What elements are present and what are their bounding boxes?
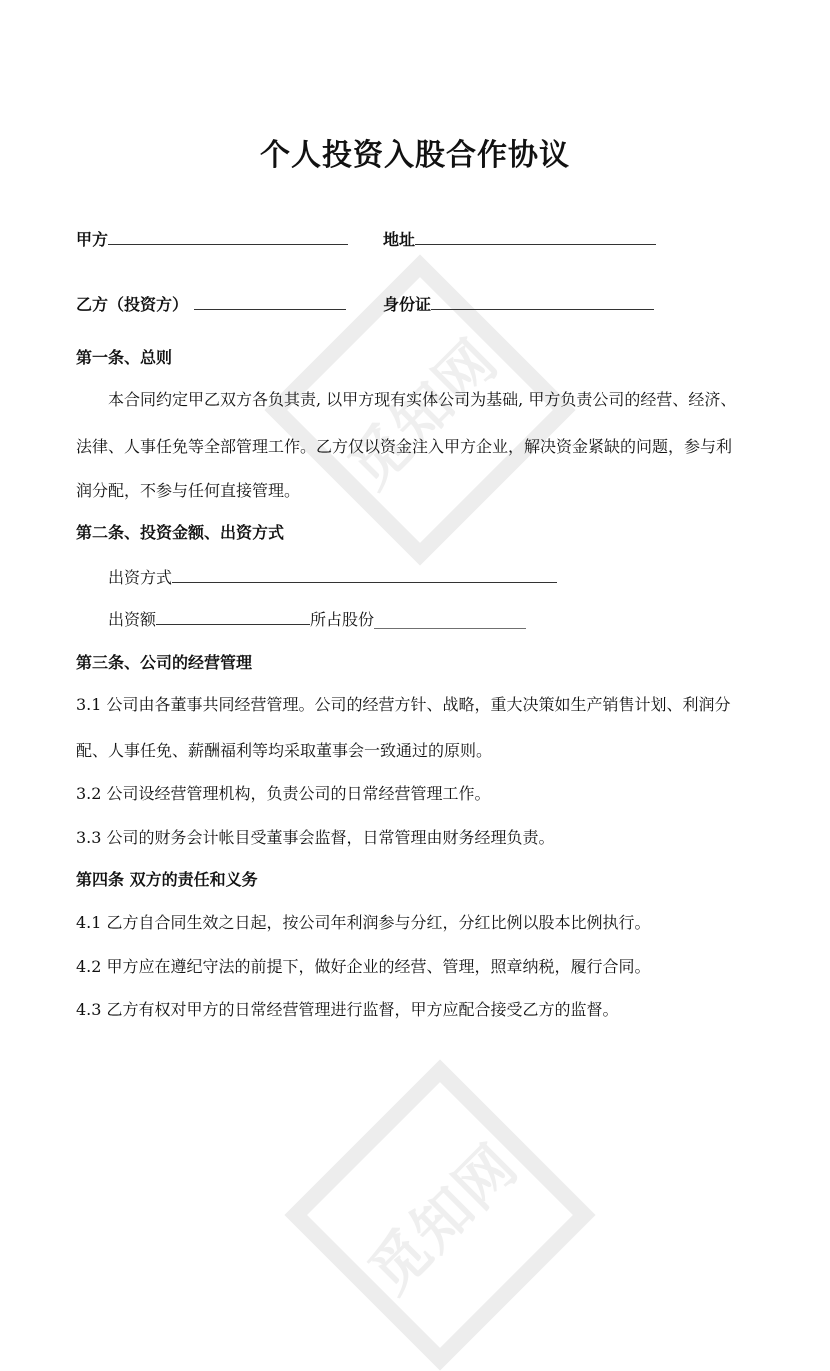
address-label: 地址: [383, 230, 416, 249]
section-1-heading: 第一条、总则: [76, 348, 173, 367]
investment-amount-blank[interactable]: [156, 609, 310, 625]
watermark-text: 觅知网: [335, 325, 512, 502]
id-card-field[interactable]: [383, 292, 654, 315]
investment-method-label: 出资方式: [108, 568, 173, 587]
section-1-paragraph-line: 润分配，不参与任何直接管理。: [76, 481, 301, 500]
clause-4-1: 4.1 乙方自合同生效之日起，按公司年利润参与分红，分红比例以股本比例执行。: [76, 913, 651, 932]
section-4-heading: 第四条 双方的责任和义务: [76, 870, 258, 889]
clause-3-1-line: 配、人事任免、薪酬福利等均采取董事会一致通过的原则。: [76, 741, 493, 760]
address-field[interactable]: [383, 227, 656, 250]
clause-3-1-line: 3.1 公司由各董事共同经营管理。公司的经营方针、战略，重大决策如生产销售计划、利润分: [76, 695, 731, 714]
section-3-heading: 第三条、公司的经营管理: [76, 653, 253, 672]
clause-3-3: 3.3 公司的财务会计帐目受董事会监督，日常管理由财务经理负责。: [76, 828, 555, 847]
share-blank[interactable]: ___________________: [374, 610, 527, 629]
party-a-label: 甲方: [76, 230, 109, 249]
party-a-blank[interactable]: [108, 229, 348, 245]
investment-method-blank[interactable]: [172, 567, 557, 583]
document-title: 个人投资入股合作协议: [260, 138, 570, 173]
party-b-label: 乙方（投资方）: [76, 295, 189, 314]
party-b-blank[interactable]: [194, 294, 346, 310]
clause-3-2: 3.2 公司设经营管理机构，负责公司的日常经营管理工作。: [76, 784, 491, 803]
section-1-paragraph-line: 法律、人事任免等全部管理工作。乙方仅以资金注入甲方企业，解决资金紧缺的问题，参与利: [76, 437, 733, 456]
investment-amount-label: 出资额: [108, 610, 157, 629]
investment-amount-field[interactable]: [108, 607, 526, 630]
clause-4-2: 4.2 甲方应在遵纪守法的前提下，做好企业的经营、管理，照章纳税，履行合同。: [76, 957, 651, 976]
id-card-blank[interactable]: [431, 294, 654, 310]
section-1-paragraph-line: 本合同约定甲乙双方各负其责, 以甲方现有实体公司为基础, 甲方负责公司的经营、经济、: [108, 390, 737, 409]
address-blank[interactable]: [415, 229, 656, 245]
watermark-logo-bottom: [284, 1059, 595, 1370]
clause-4-3: 4.3 乙方有权对甲方的日常经营管理进行监督，甲方应配合接受乙方的监督。: [76, 1000, 619, 1019]
investment-method-field[interactable]: [108, 565, 557, 588]
share-label: 所占股份: [310, 610, 375, 629]
section-2-heading: 第二条、投资金额、出资方式: [76, 523, 285, 542]
party-a-field[interactable]: [76, 227, 348, 250]
watermark-text-bottom: 觅知网: [355, 1130, 532, 1307]
party-b-field[interactable]: [76, 292, 346, 315]
id-card-label: 身份证: [383, 295, 432, 314]
